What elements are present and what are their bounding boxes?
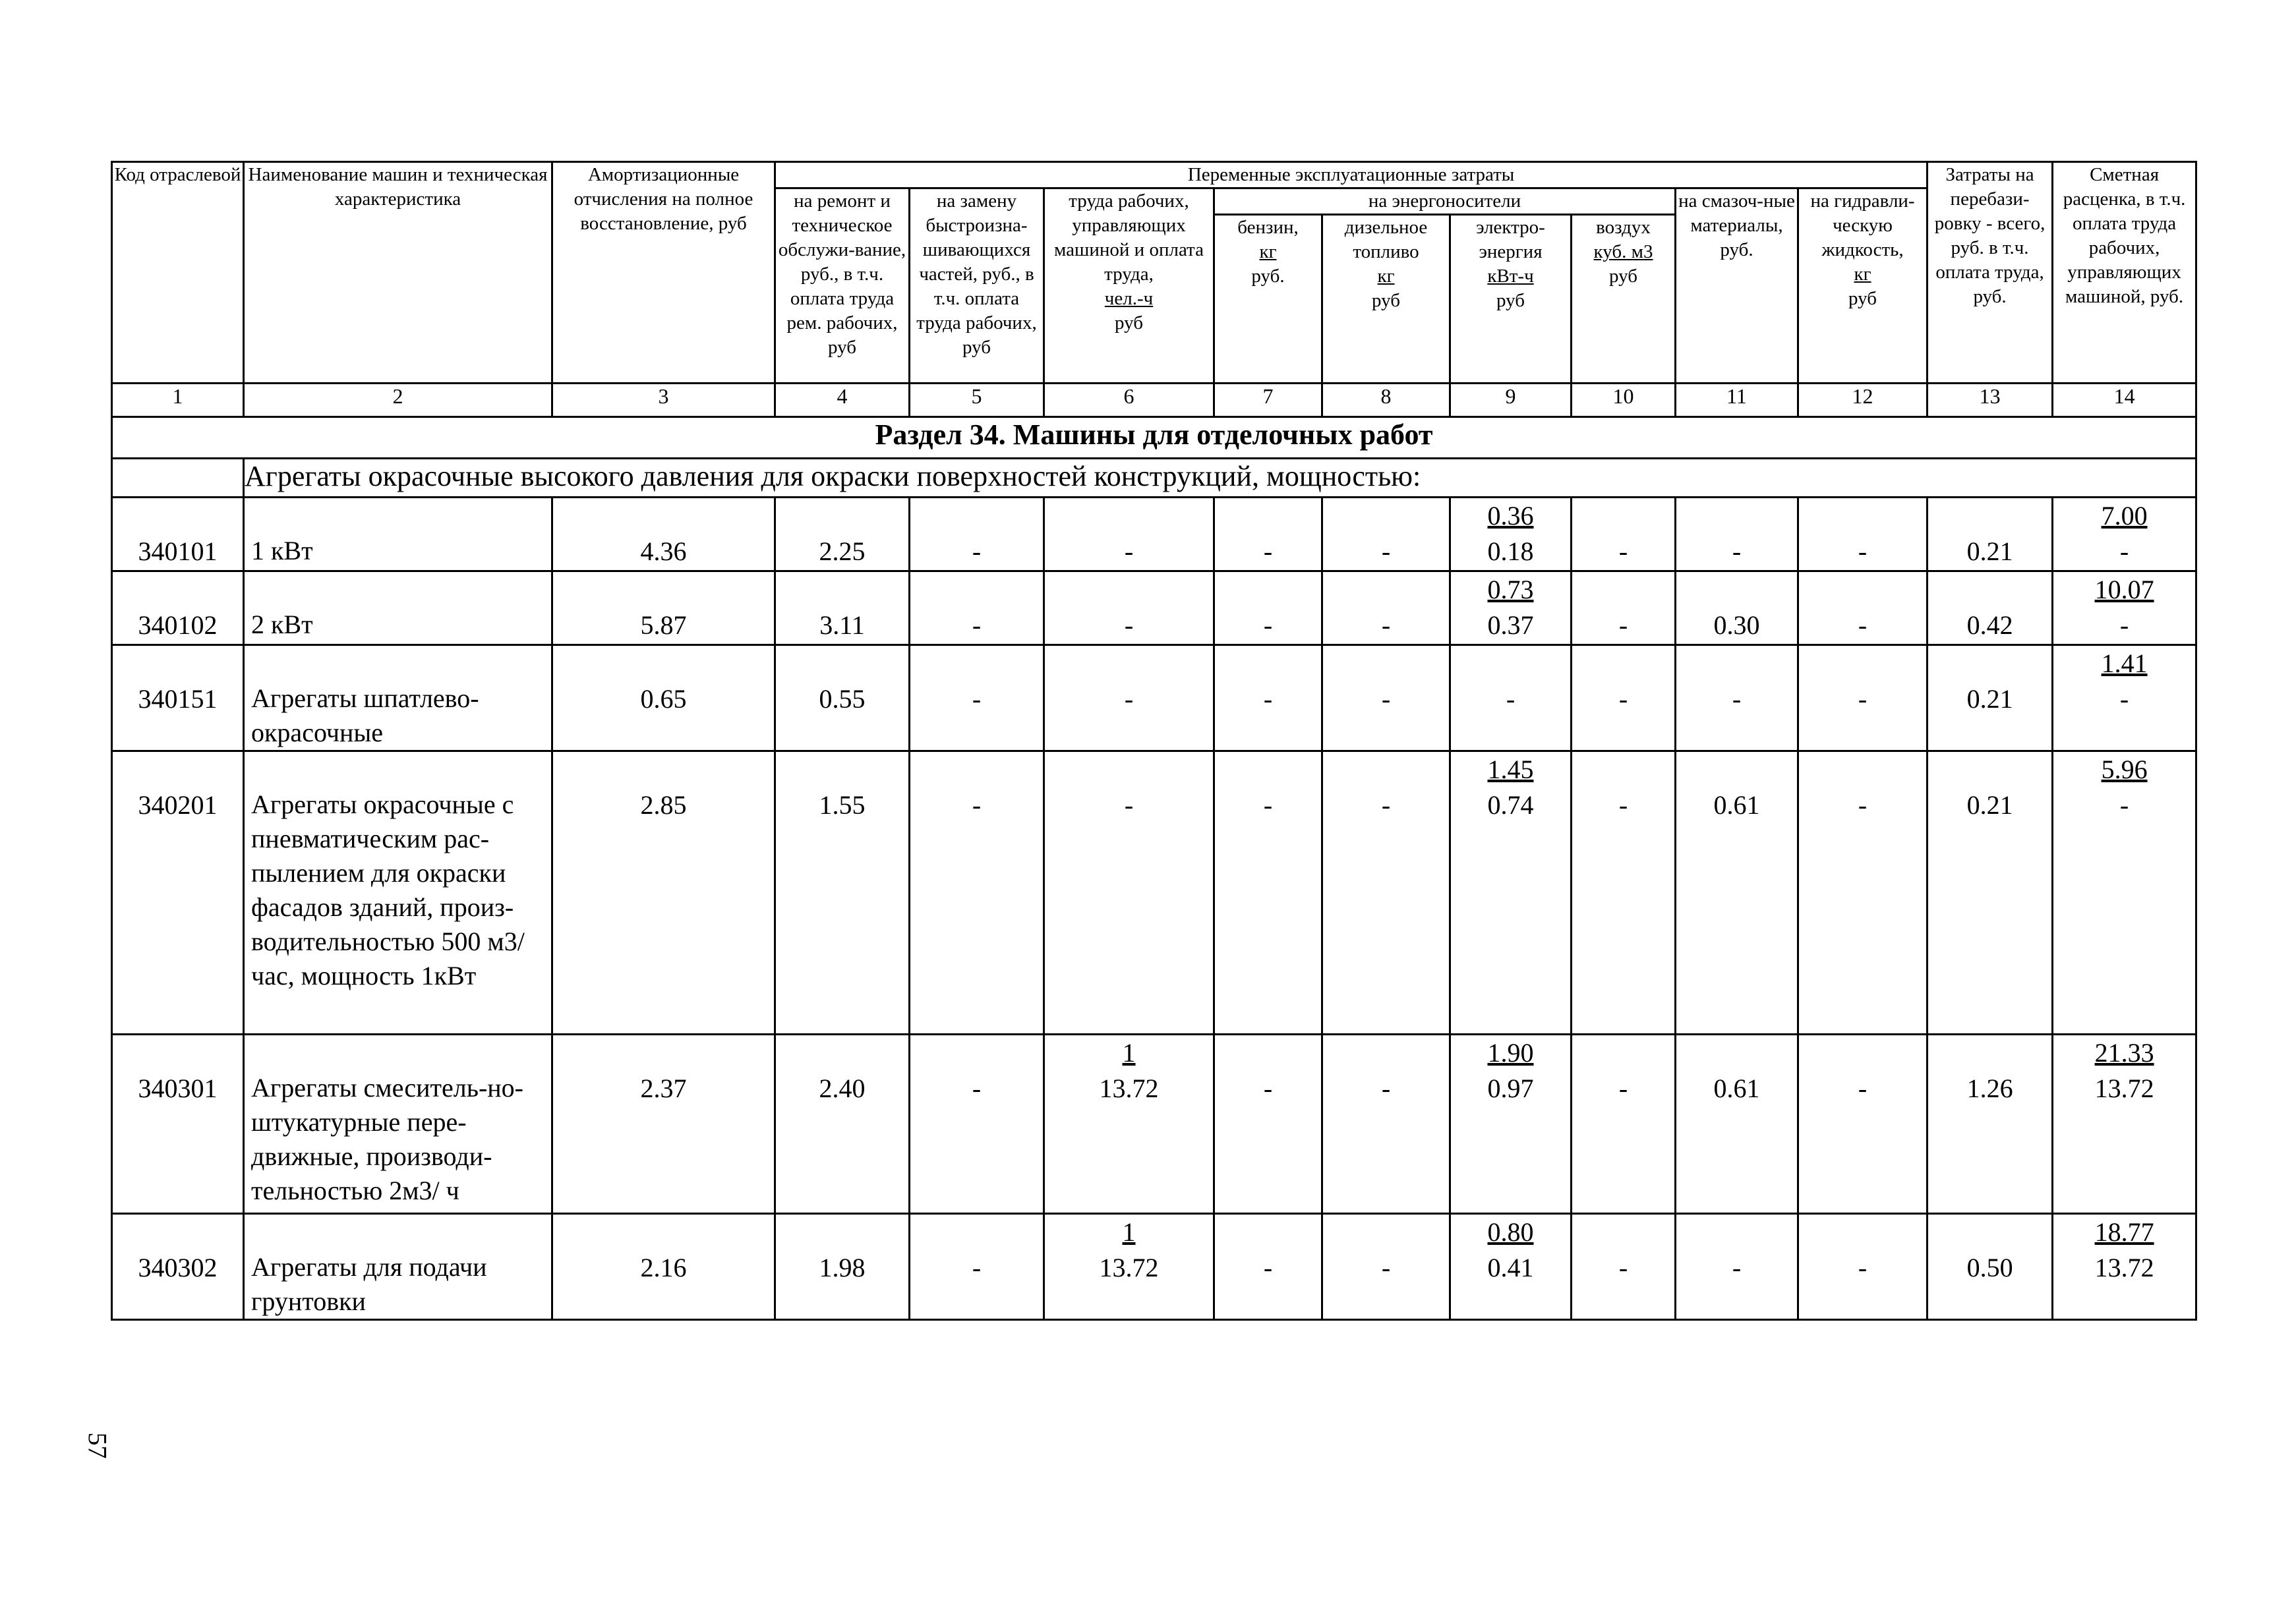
row-name-text: Агрегаты для подачи грунтовки bbox=[251, 1252, 487, 1316]
row-air bbox=[1572, 1035, 1676, 1214]
machines-cost-table bbox=[111, 161, 2197, 1321]
row-code bbox=[112, 645, 244, 751]
header-diesel-unit: кг bbox=[1377, 266, 1395, 287]
row-amortization bbox=[552, 645, 775, 751]
row-diesel-value: - bbox=[1381, 1074, 1391, 1103]
row-repair-value: 2.25 bbox=[819, 536, 866, 566]
header-petrol-rub: руб. bbox=[1251, 266, 1285, 287]
row-relocation bbox=[1928, 1035, 2053, 1214]
row-repair-value: 1.55 bbox=[819, 790, 866, 820]
row-lubricant-value: - bbox=[1732, 684, 1742, 714]
row-petrol-value: - bbox=[1263, 1074, 1273, 1103]
row-estimate-value: 13.72 bbox=[2094, 1074, 2154, 1103]
row-hydraulic bbox=[1798, 1035, 1928, 1214]
row-repair bbox=[775, 645, 910, 751]
row-name bbox=[244, 571, 552, 645]
row-labor bbox=[1044, 1214, 1214, 1320]
row-relocation bbox=[1928, 1214, 2053, 1320]
row-air bbox=[1572, 751, 1676, 1035]
header-hydraulic-rub: руб bbox=[1848, 288, 1877, 309]
row-hydraulic-value: - bbox=[1858, 1253, 1868, 1282]
row-replace bbox=[910, 1214, 1044, 1320]
row-electricity-value: - bbox=[1506, 684, 1516, 714]
row-name-text: Агрегаты шпатлево-окрасочные bbox=[251, 683, 479, 747]
row-electricity-numerator bbox=[1451, 646, 1570, 681]
header-petrol-text: бензин, bbox=[1237, 217, 1299, 238]
row-labor-numerator: 1 bbox=[1122, 1217, 1136, 1247]
row-lubricant-value: 0.61 bbox=[1713, 1074, 1760, 1103]
row-name-text: 2 кВт bbox=[251, 610, 313, 639]
row-repair bbox=[775, 571, 910, 645]
header-petrol-unit: кг bbox=[1259, 241, 1277, 262]
row-diesel bbox=[1322, 645, 1450, 751]
row-replace bbox=[910, 645, 1044, 751]
header-energy: на энергоносители bbox=[1214, 188, 1676, 215]
row-hydraulic-value: - bbox=[1858, 684, 1868, 714]
header-petrol bbox=[1214, 215, 1322, 384]
row-relocation-value: 0.21 bbox=[1966, 536, 2013, 566]
row-relocation-value: 0.21 bbox=[1966, 684, 2013, 714]
row-electricity-numerator: 0.80 bbox=[1487, 1217, 1534, 1247]
row-hydraulic bbox=[1798, 645, 1928, 751]
header-replace: на замену быстроизна-шивающихся частей, руб., в т.ч. оплата труда рабочих, руб bbox=[910, 188, 1044, 384]
header-labor-text: труда рабочих, управляющих машиной и оплата труда, bbox=[1054, 190, 1204, 285]
row-code-value: 340301 bbox=[138, 1074, 218, 1103]
row-labor-numerator: 1 bbox=[1122, 1038, 1136, 1068]
col-number: 7 bbox=[1214, 384, 1322, 417]
row-amortization bbox=[552, 498, 775, 571]
row-repair-value: 0.55 bbox=[819, 684, 866, 714]
row-air-value: - bbox=[1618, 790, 1628, 820]
row-electricity-numerator: 1.45 bbox=[1487, 755, 1534, 784]
row-labor bbox=[1044, 645, 1214, 751]
row-petrol-value: - bbox=[1263, 610, 1273, 640]
header-hydraulic-text: на гидравли-ческую жидкость, bbox=[1810, 190, 1915, 260]
row-labor-numerator bbox=[1045, 572, 1213, 608]
row-replace-value: - bbox=[972, 610, 982, 640]
row-estimate-numerator: 18.77 bbox=[2094, 1217, 2154, 1247]
row-electricity-numerator: 0.73 bbox=[1487, 575, 1534, 604]
col-number: 4 bbox=[775, 384, 910, 417]
row-labor bbox=[1044, 498, 1214, 571]
header-amortization: Амортизационные отчисления на полное восстановление, руб bbox=[552, 162, 775, 384]
row-lubricant bbox=[1676, 645, 1798, 751]
row-hydraulic bbox=[1798, 571, 1928, 645]
page-number: 57 bbox=[82, 1432, 113, 1459]
row-diesel bbox=[1322, 498, 1450, 571]
row-amortization-value: 0.65 bbox=[640, 684, 687, 714]
col-number: 1 bbox=[112, 384, 244, 417]
row-name bbox=[244, 1214, 552, 1320]
table-row bbox=[112, 645, 2196, 751]
header-estimate: Сметная расценка, в т.ч. оплата труда рабочих, управляющих машиной, руб. bbox=[2053, 162, 2196, 384]
row-electricity bbox=[1450, 498, 1572, 571]
row-lubricant-value: 0.61 bbox=[1713, 790, 1760, 820]
row-amortization-value: 5.87 bbox=[640, 610, 687, 640]
row-code-value: 340151 bbox=[138, 684, 218, 714]
row-code-value: 340101 bbox=[138, 536, 218, 566]
row-diesel-value: - bbox=[1381, 610, 1391, 640]
row-estimate-value: 13.72 bbox=[2094, 1253, 2154, 1282]
row-petrol bbox=[1214, 645, 1322, 751]
row-air-value: - bbox=[1618, 536, 1628, 566]
row-electricity bbox=[1450, 645, 1572, 751]
table-row bbox=[112, 1035, 2196, 1214]
row-name bbox=[244, 1035, 552, 1214]
row-amortization-value: 2.85 bbox=[640, 790, 687, 820]
col-number: 11 bbox=[1676, 384, 1798, 417]
column-numbers-row bbox=[112, 384, 2196, 417]
row-electricity bbox=[1450, 1035, 1572, 1214]
row-electricity bbox=[1450, 1214, 1572, 1320]
row-electricity bbox=[1450, 571, 1572, 645]
header-diesel-text: дизельное топливо bbox=[1344, 217, 1428, 262]
row-diesel-value: - bbox=[1381, 1253, 1391, 1282]
header-labor bbox=[1044, 188, 1214, 384]
row-electricity-numerator: 1.90 bbox=[1487, 1038, 1534, 1068]
row-relocation bbox=[1928, 498, 2053, 571]
row-repair bbox=[775, 751, 910, 1035]
header-hydraulic bbox=[1798, 188, 1928, 384]
row-diesel-value: - bbox=[1381, 790, 1391, 820]
section-title: Раздел 34. Машины для отделочных работ bbox=[112, 417, 2196, 459]
row-amortization bbox=[552, 1035, 775, 1214]
row-labor-numerator bbox=[1045, 498, 1213, 534]
row-name bbox=[244, 498, 552, 571]
header-diesel bbox=[1322, 215, 1450, 384]
row-estimate-numerator: 21.33 bbox=[2094, 1038, 2154, 1068]
row-estimate-value: - bbox=[2119, 684, 2129, 714]
group-title: Агрегаты окрасочные высокого давления для окраски поверхностей конструкций, мощностью: bbox=[244, 459, 2196, 498]
header-name: Наименование машин и техническая характеристика bbox=[244, 162, 552, 384]
row-electricity-value: 0.37 bbox=[1487, 610, 1534, 640]
row-relocation-value: 0.21 bbox=[1966, 790, 2013, 820]
header-relocation: Затраты на перебази-ровку - всего, руб. в т.ч. оплата труда, руб. bbox=[1928, 162, 2053, 384]
col-number: 5 bbox=[910, 384, 1044, 417]
row-name-text: Агрегаты окрасочные с пневматическим рас-пылением для окраски фасадов зданий, произ-водительностью 500 м3/час, мощность 1кВт bbox=[251, 789, 525, 990]
row-estimate-value: - bbox=[2119, 610, 2129, 640]
row-replace bbox=[910, 751, 1044, 1035]
row-estimate-value: - bbox=[2119, 790, 2129, 820]
row-lubricant-value: - bbox=[1732, 1253, 1742, 1282]
row-electricity-value: 0.97 bbox=[1487, 1074, 1534, 1103]
row-air bbox=[1572, 571, 1676, 645]
row-labor-value: - bbox=[1124, 610, 1134, 640]
row-petrol-value: - bbox=[1263, 790, 1273, 820]
row-code-value: 340102 bbox=[138, 610, 218, 640]
row-hydraulic-value: - bbox=[1858, 1074, 1868, 1103]
row-repair-value: 1.98 bbox=[819, 1253, 866, 1282]
row-labor-value: 13.72 bbox=[1099, 1253, 1159, 1282]
row-replace-value: - bbox=[972, 684, 982, 714]
row-labor-numerator bbox=[1045, 646, 1213, 681]
row-amortization bbox=[552, 1214, 775, 1320]
header-labor-rub: руб bbox=[1115, 312, 1143, 333]
row-relocation bbox=[1928, 645, 2053, 751]
row-labor-numerator bbox=[1045, 752, 1213, 788]
row-estimate bbox=[2053, 645, 2196, 751]
col-number: 12 bbox=[1798, 384, 1928, 417]
row-name bbox=[244, 751, 552, 1035]
row-code bbox=[112, 571, 244, 645]
col-number: 2 bbox=[244, 384, 552, 417]
header-air-text: воздух bbox=[1596, 217, 1651, 238]
row-petrol-value: - bbox=[1263, 536, 1273, 566]
row-diesel bbox=[1322, 1035, 1450, 1214]
row-diesel-value: - bbox=[1381, 684, 1391, 714]
row-petrol bbox=[1214, 1035, 1322, 1214]
row-repair-value: 2.40 bbox=[819, 1074, 866, 1103]
row-relocation-value: 0.42 bbox=[1966, 610, 2013, 640]
row-repair-value: 3.11 bbox=[819, 610, 865, 640]
table-row bbox=[112, 751, 2196, 1035]
row-replace bbox=[910, 571, 1044, 645]
header-hydraulic-unit: кг bbox=[1854, 264, 1871, 285]
row-code bbox=[112, 1214, 244, 1320]
row-estimate-numerator: 10.07 bbox=[2094, 575, 2154, 604]
row-petrol bbox=[1214, 1214, 1322, 1320]
header-row-1 bbox=[112, 162, 2196, 188]
row-electricity bbox=[1450, 751, 1572, 1035]
row-estimate bbox=[2053, 571, 2196, 645]
row-code-value: 340201 bbox=[138, 790, 218, 820]
row-code bbox=[112, 1035, 244, 1214]
row-name-text: 1 кВт bbox=[251, 536, 313, 565]
row-lubricant bbox=[1676, 1214, 1798, 1320]
row-lubricant-value: - bbox=[1732, 536, 1742, 566]
row-estimate-numerator: 7.00 bbox=[2101, 501, 2148, 531]
row-electricity-value: 0.41 bbox=[1487, 1253, 1534, 1282]
col-number: 9 bbox=[1450, 384, 1572, 417]
row-amortization-value: 4.36 bbox=[640, 536, 687, 566]
header-electricity-unit: кВт-ч bbox=[1487, 266, 1534, 287]
row-repair bbox=[775, 1214, 910, 1320]
row-petrol bbox=[1214, 498, 1322, 571]
row-diesel bbox=[1322, 571, 1450, 645]
row-diesel bbox=[1322, 751, 1450, 1035]
row-hydraulic bbox=[1798, 498, 1928, 571]
row-estimate bbox=[2053, 751, 2196, 1035]
col-number: 3 bbox=[552, 384, 775, 417]
row-estimate bbox=[2053, 1035, 2196, 1214]
header-electricity-text: электро-энергия bbox=[1476, 217, 1545, 262]
row-repair bbox=[775, 498, 910, 571]
row-air bbox=[1572, 1214, 1676, 1320]
row-air-value: - bbox=[1618, 684, 1628, 714]
row-lubricant bbox=[1676, 498, 1798, 571]
row-air-value: - bbox=[1618, 1074, 1628, 1103]
col-number: 14 bbox=[2053, 384, 2196, 417]
data-rows bbox=[112, 498, 2196, 1320]
row-amortization bbox=[552, 571, 775, 645]
row-lubricant bbox=[1676, 751, 1798, 1035]
row-relocation bbox=[1928, 751, 2053, 1035]
header-electricity bbox=[1450, 215, 1572, 384]
row-electricity-value: 0.18 bbox=[1487, 536, 1534, 566]
row-code bbox=[112, 498, 244, 571]
row-labor-value: - bbox=[1124, 790, 1134, 820]
row-replace bbox=[910, 1035, 1044, 1214]
row-air-value: - bbox=[1618, 610, 1628, 640]
header-air-unit: куб. м3 bbox=[1593, 241, 1653, 262]
table-row bbox=[112, 571, 2196, 645]
row-hydraulic-value: - bbox=[1858, 790, 1868, 820]
row-estimate-value: - bbox=[2119, 536, 2129, 566]
row-petrol bbox=[1214, 751, 1322, 1035]
row-electricity-value: 0.74 bbox=[1487, 790, 1534, 820]
group-code-cell bbox=[112, 459, 244, 498]
row-labor-value: - bbox=[1124, 684, 1134, 714]
header-air-rub: руб bbox=[1609, 266, 1637, 287]
row-labor-value: 13.72 bbox=[1099, 1074, 1159, 1103]
header-electricity-rub: руб bbox=[1496, 290, 1525, 311]
row-amortization bbox=[552, 751, 775, 1035]
header-code: Код отраслевой bbox=[112, 162, 244, 384]
header-variable-costs: Переменные эксплуатационные затраты bbox=[775, 162, 1928, 188]
row-code-value: 340302 bbox=[138, 1253, 218, 1282]
row-replace-value: - bbox=[972, 790, 982, 820]
row-petrol bbox=[1214, 571, 1322, 645]
row-lubricant bbox=[1676, 1035, 1798, 1214]
header-labor-unit: чел.-ч bbox=[1104, 288, 1154, 309]
row-replace-value: - bbox=[972, 1253, 982, 1282]
row-hydraulic bbox=[1798, 1214, 1928, 1320]
row-lubricant bbox=[1676, 571, 1798, 645]
table-row bbox=[112, 1214, 2196, 1320]
row-estimate-numerator: 5.96 bbox=[2101, 755, 2148, 784]
row-repair bbox=[775, 1035, 910, 1214]
row-name bbox=[244, 645, 552, 751]
col-number: 13 bbox=[1928, 384, 2053, 417]
row-replace bbox=[910, 498, 1044, 571]
col-number: 6 bbox=[1044, 384, 1214, 417]
group-row bbox=[112, 459, 2196, 498]
row-estimate bbox=[2053, 498, 2196, 571]
header-diesel-rub: руб bbox=[1372, 290, 1400, 311]
table-row bbox=[112, 498, 2196, 571]
header-lubricant: на смазоч-ные материалы, руб. bbox=[1676, 188, 1798, 384]
header-air bbox=[1572, 215, 1676, 384]
row-replace-value: - bbox=[972, 1074, 982, 1103]
row-hydraulic-value: - bbox=[1858, 536, 1868, 566]
row-relocation-value: 1.26 bbox=[1966, 1074, 2013, 1103]
row-labor bbox=[1044, 1035, 1214, 1214]
row-diesel-value: - bbox=[1381, 536, 1391, 566]
row-air bbox=[1572, 645, 1676, 751]
col-number: 10 bbox=[1572, 384, 1676, 417]
row-code bbox=[112, 751, 244, 1035]
row-relocation bbox=[1928, 571, 2053, 645]
row-electricity-numerator: 0.36 bbox=[1487, 501, 1534, 531]
row-diesel bbox=[1322, 1214, 1450, 1320]
header-repair: на ремонт и техническое обслужи-вание, руб., в т.ч. оплата труда рем. рабочих, руб bbox=[775, 188, 910, 384]
row-air-value: - bbox=[1618, 1253, 1628, 1282]
row-hydraulic bbox=[1798, 751, 1928, 1035]
row-labor bbox=[1044, 571, 1214, 645]
section-row bbox=[112, 417, 2196, 459]
row-name-text: Агрегаты смеситель-но-штукатурные пере-движные, производи-тельностью 2м3/ ч bbox=[251, 1073, 523, 1205]
row-hydraulic-value: - bbox=[1858, 610, 1868, 640]
row-amortization-value: 2.16 bbox=[640, 1253, 687, 1282]
row-petrol-value: - bbox=[1263, 1253, 1273, 1282]
row-relocation-value: 0.50 bbox=[1966, 1253, 2013, 1282]
row-lubricant-value: 0.30 bbox=[1713, 610, 1760, 640]
row-estimate bbox=[2053, 1214, 2196, 1320]
col-number: 8 bbox=[1322, 384, 1450, 417]
row-replace-value: - bbox=[972, 536, 982, 566]
row-air bbox=[1572, 498, 1676, 571]
row-labor bbox=[1044, 751, 1214, 1035]
row-amortization-value: 2.37 bbox=[640, 1074, 687, 1103]
row-estimate-numerator: 1.41 bbox=[2101, 648, 2148, 678]
row-labor-value: - bbox=[1124, 536, 1134, 566]
row-petrol-value: - bbox=[1263, 684, 1273, 714]
